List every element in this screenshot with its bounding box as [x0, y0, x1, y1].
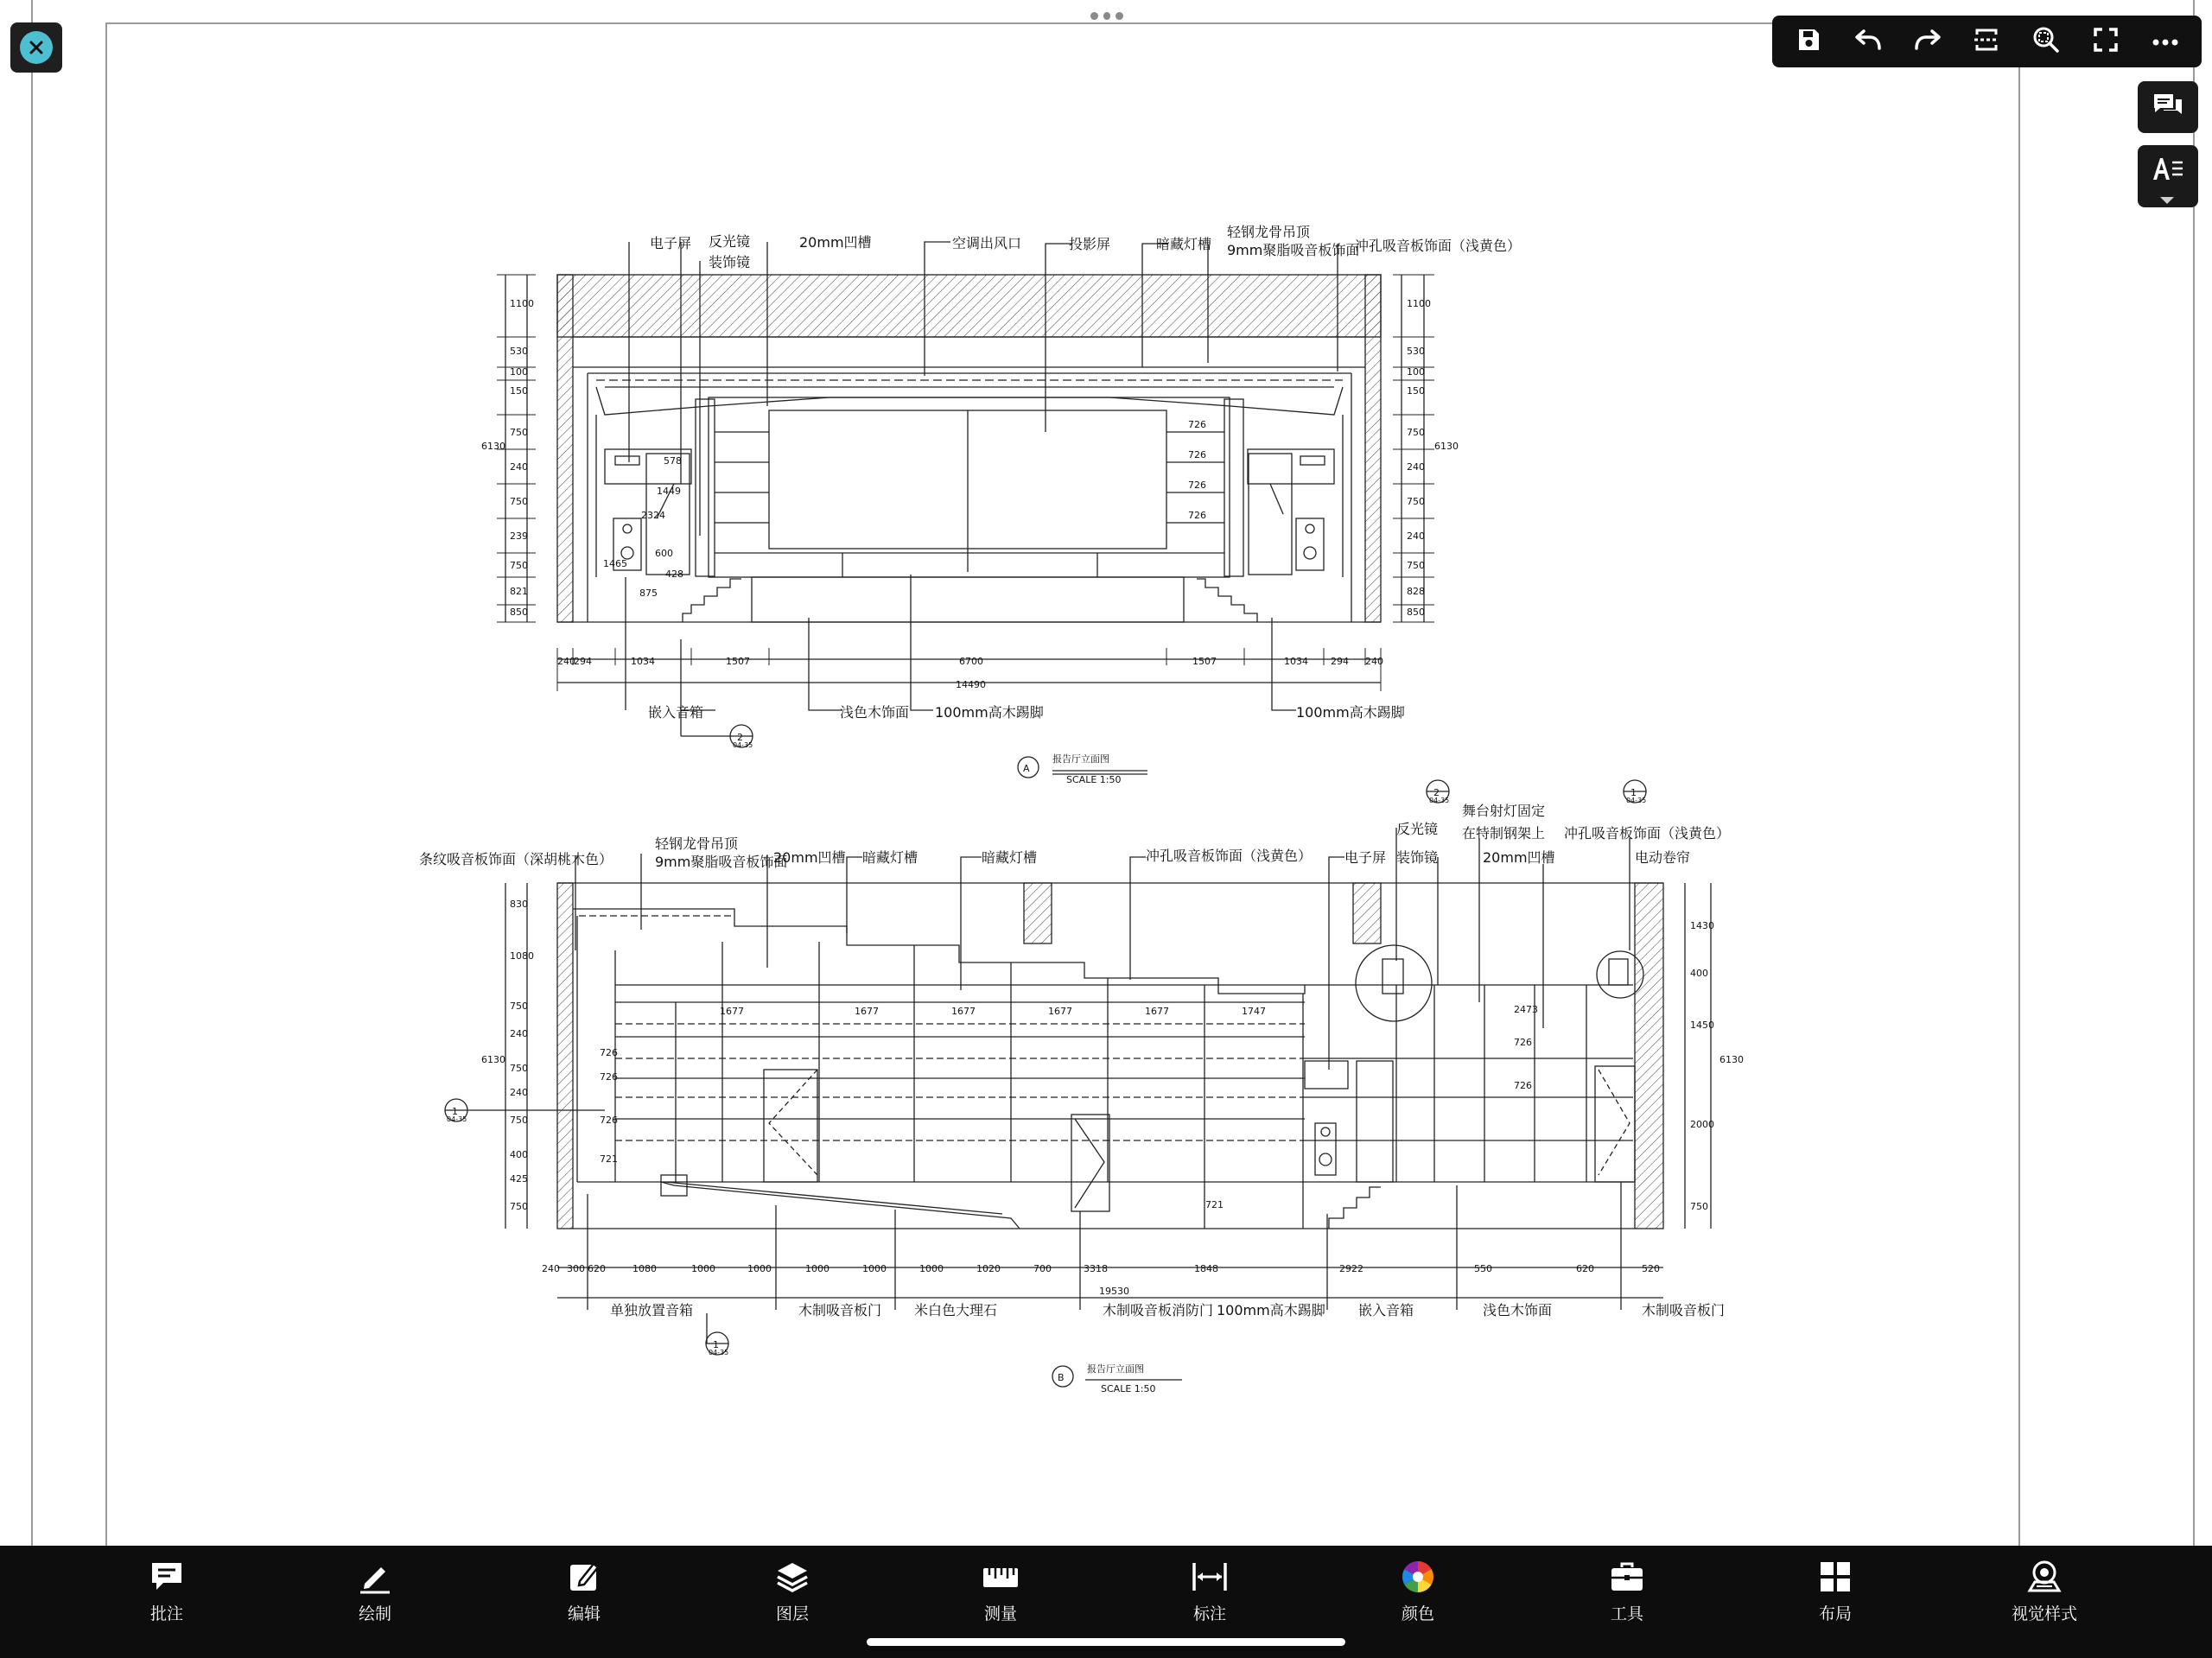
svg-text:240: 240 — [510, 1028, 528, 1039]
svg-text:620: 620 — [1576, 1263, 1594, 1274]
text-style-button[interactable] — [2138, 145, 2198, 207]
svg-text:3318: 3318 — [1084, 1263, 1108, 1274]
save-button[interactable] — [1788, 21, 1829, 62]
svg-text:04-35: 04-35 — [733, 741, 753, 749]
b-callout-12: 在特制钢架上 — [1462, 825, 1546, 842]
svg-text:1000: 1000 — [691, 1263, 715, 1274]
b-callout-11: 舞台射灯固定 — [1462, 803, 1546, 819]
svg-text:1465: 1465 — [603, 558, 627, 569]
a-callout-10: 冲孔吸音板饰面（浅黄色） — [1355, 238, 1522, 254]
svg-text:1507: 1507 — [726, 656, 750, 667]
svg-text:240: 240 — [1407, 461, 1425, 473]
svg-text:520: 520 — [1642, 1263, 1660, 1274]
compare-icon — [1972, 26, 2001, 57]
svg-text:150: 150 — [510, 385, 528, 397]
svg-text:750: 750 — [1690, 1201, 1708, 1212]
svg-text:400: 400 — [510, 1149, 528, 1160]
svg-text:530: 530 — [510, 346, 528, 357]
svg-text:6130: 6130 — [481, 441, 505, 452]
color-icon — [1399, 1558, 1437, 1596]
undo-button[interactable] — [1847, 21, 1889, 62]
b-callout-8: 电子屏 — [1344, 849, 1387, 866]
svg-text:400: 400 — [1690, 968, 1708, 979]
top-toolbar — [1772, 16, 2202, 67]
elevation-b-text — [419, 787, 1744, 1394]
svg-text:239: 239 — [510, 530, 528, 542]
visual-style-button[interactable] — [1993, 1558, 2096, 1624]
elevation-a-scale: SCALE 1:50 — [1066, 774, 1122, 785]
draw-button[interactable] — [323, 1558, 427, 1624]
svg-text:726: 726 — [600, 1071, 618, 1083]
annotate-icon — [148, 1558, 186, 1596]
svg-text:821: 821 — [510, 586, 528, 597]
svg-text:750: 750 — [510, 1201, 528, 1212]
zoom-button[interactable] — [2025, 21, 2067, 62]
svg-text:530: 530 — [1407, 346, 1425, 357]
b-callout-10: 装饰镜 — [1396, 849, 1439, 866]
layers-button[interactable] — [741, 1558, 844, 1624]
svg-text:240: 240 — [1365, 656, 1383, 667]
svg-text:700: 700 — [1033, 1263, 1052, 1274]
svg-text:1080: 1080 — [632, 1263, 657, 1274]
fullscreen-icon — [2092, 26, 2120, 57]
svg-text:2922: 2922 — [1339, 1263, 1363, 1274]
measure-button[interactable] — [949, 1558, 1052, 1624]
svg-text:2: 2 — [1433, 787, 1440, 798]
svg-text:04-35: 04-35 — [709, 1349, 729, 1356]
svg-text:B: B — [1058, 1372, 1065, 1383]
svg-text:2: 2 — [737, 732, 743, 743]
svg-text:721: 721 — [600, 1153, 618, 1165]
edit-icon — [565, 1558, 603, 1596]
svg-text:6130: 6130 — [481, 1054, 505, 1065]
svg-text:1000: 1000 — [919, 1263, 944, 1274]
compare-button[interactable] — [1966, 21, 2007, 62]
svg-text:1000: 1000 — [862, 1263, 887, 1274]
a-callout-8: 轻钢龙骨吊顶 — [1227, 224, 1311, 240]
svg-text:1100: 1100 — [510, 298, 534, 309]
svg-text:240: 240 — [510, 1087, 528, 1098]
b-callout-b7: 浅色木饰面 — [1483, 1302, 1553, 1318]
svg-text:620: 620 — [588, 1263, 606, 1274]
a-callout-b4: 100mm高木踢脚 — [1296, 704, 1405, 721]
more-button[interactable] — [2145, 21, 2186, 62]
edit-button[interactable] — [532, 1558, 636, 1624]
b-callout-b3: 米白色大理石 — [914, 1302, 998, 1318]
b-callout-b1: 单独放置音箱 — [610, 1302, 694, 1318]
svg-text:1430: 1430 — [1690, 920, 1714, 931]
svg-text:750: 750 — [510, 560, 528, 571]
svg-text:240: 240 — [557, 656, 575, 667]
tools-label: 工具 — [1610, 1604, 1643, 1623]
svg-text:240: 240 — [510, 461, 528, 473]
svg-text:19530: 19530 — [1099, 1286, 1129, 1297]
color-label: 颜色 — [1401, 1604, 1434, 1623]
svg-text:750: 750 — [1407, 496, 1425, 507]
a-callout-3: 装饰镜 — [709, 254, 751, 270]
svg-text:294: 294 — [1331, 656, 1349, 667]
svg-text:850: 850 — [1407, 607, 1425, 618]
svg-text:726: 726 — [1514, 1080, 1532, 1091]
svg-text:04-35: 04-35 — [1429, 797, 1450, 804]
svg-text:726: 726 — [600, 1047, 618, 1058]
svg-text:750: 750 — [510, 1001, 528, 1012]
svg-text:425: 425 — [510, 1173, 528, 1185]
svg-text:1020: 1020 — [976, 1263, 1001, 1274]
b-callout-b2: 木制吸音板门 — [798, 1302, 882, 1318]
zoom-icon — [2031, 25, 2061, 58]
close-button[interactable] — [10, 22, 62, 73]
b-callout-14: 冲孔吸音板饰面（浅黄色） — [1564, 825, 1731, 842]
svg-text:1080: 1080 — [510, 950, 534, 962]
a-callout-b3: 100mm高木踢脚 — [935, 704, 1044, 721]
svg-text:726: 726 — [1188, 419, 1206, 430]
svg-text:750: 750 — [1407, 427, 1425, 438]
svg-text:1677: 1677 — [855, 1006, 879, 1017]
elevation-a — [497, 242, 1434, 778]
a-callout-7: 暗藏灯槽 — [1156, 236, 1212, 252]
comments-button[interactable] — [2138, 81, 2198, 133]
b-callout-4: 20mm凹槽 — [773, 849, 846, 866]
svg-text:1449: 1449 — [657, 486, 681, 497]
svg-text:300: 300 — [567, 1263, 585, 1274]
a-callout-2: 反光镜 — [709, 233, 751, 250]
text-style-icon — [2152, 156, 2184, 185]
dimension-icon — [1191, 1558, 1229, 1596]
draw-label: 绘制 — [358, 1604, 391, 1623]
home-indicator[interactable] — [867, 1638, 1345, 1646]
redo-icon — [1913, 26, 1942, 57]
elevation-b-title: 报告厅立面图 — [1087, 1363, 1144, 1375]
chevron-down-icon — [2160, 197, 2174, 204]
save-icon — [1795, 26, 1822, 57]
svg-text:1: 1 — [713, 1339, 719, 1350]
svg-text:6130: 6130 — [1719, 1054, 1744, 1065]
elevation-b-scale: SCALE 1:50 — [1101, 1383, 1156, 1394]
svg-text:04-35: 04-35 — [447, 1115, 467, 1123]
a-callout-5: 空调出风口 — [952, 235, 1022, 251]
close-icon — [20, 31, 53, 64]
redo-button[interactable] — [1907, 21, 1948, 62]
tools-icon — [1608, 1558, 1646, 1596]
svg-text:294: 294 — [574, 656, 592, 667]
b-callout-3: 9mm聚脂吸音板饰面 — [655, 854, 788, 870]
svg-text:1677: 1677 — [951, 1006, 976, 1017]
svg-text:1677: 1677 — [720, 1006, 744, 1017]
svg-text:1848: 1848 — [1194, 1263, 1218, 1274]
svg-text:850: 850 — [510, 607, 528, 618]
a-callout-6: 投影屏 — [1069, 236, 1111, 252]
comments-icon — [2152, 91, 2184, 124]
svg-text:750: 750 — [510, 496, 528, 507]
measure-label: 测量 — [983, 1604, 1017, 1623]
a-callout-b2: 浅色木饰面 — [840, 704, 910, 721]
b-callout-5: 暗藏灯槽 — [862, 849, 918, 866]
svg-text:1677: 1677 — [1145, 1006, 1169, 1017]
layout-icon — [1816, 1558, 1854, 1596]
a-callout-9: 9mm聚脂吸音板饰面 — [1227, 242, 1360, 258]
layout-button[interactable] — [1783, 1558, 1887, 1624]
svg-text:1677: 1677 — [1048, 1006, 1072, 1017]
a-callout-1: 电子屏 — [650, 235, 692, 251]
svg-text:1034: 1034 — [1284, 656, 1308, 667]
svg-text:150: 150 — [1407, 385, 1425, 397]
edit-label: 编辑 — [567, 1604, 601, 1623]
svg-text:2324: 2324 — [641, 510, 665, 521]
svg-text:726: 726 — [600, 1115, 618, 1126]
b-callout-7: 冲孔吸音板饰面（浅黄色） — [1146, 848, 1313, 864]
svg-text:726: 726 — [1188, 449, 1206, 461]
color-button[interactable] — [1366, 1558, 1470, 1624]
b-callout-1: 条纹吸音板饰面（深胡桃木色） — [419, 851, 613, 867]
svg-text:2000: 2000 — [1690, 1119, 1714, 1130]
b-callout-9: 反光镜 — [1396, 821, 1439, 837]
svg-text:830: 830 — [510, 899, 528, 910]
dimension-label: 标注 — [1192, 1604, 1226, 1623]
svg-text:100: 100 — [510, 366, 528, 378]
svg-text:726: 726 — [1514, 1037, 1532, 1048]
svg-text:721: 721 — [1205, 1199, 1224, 1210]
svg-text:240: 240 — [1407, 530, 1425, 542]
a-callout-b1: 嵌入音箱 — [648, 704, 704, 721]
svg-text:1000: 1000 — [805, 1263, 830, 1274]
svg-text:578: 578 — [664, 455, 682, 467]
svg-text:A: A — [1023, 763, 1030, 774]
svg-text:240: 240 — [542, 1263, 560, 1274]
svg-text:428: 428 — [665, 569, 683, 580]
layers-icon — [773, 1558, 811, 1596]
b-callout-13: 20mm凹槽 — [1483, 849, 1555, 866]
svg-text:2473: 2473 — [1514, 1004, 1538, 1015]
dimension-button[interactable] — [1158, 1558, 1262, 1624]
elevation-a-title: 报告厅立面图 — [1052, 753, 1109, 765]
more-icon — [2152, 34, 2179, 50]
svg-text:1507: 1507 — [1192, 656, 1217, 667]
layout-label: 布局 — [1818, 1604, 1852, 1623]
svg-text:1: 1 — [1630, 787, 1637, 798]
svg-text:600: 600 — [655, 548, 673, 559]
undo-icon — [1853, 26, 1883, 57]
svg-text:750: 750 — [1407, 560, 1425, 571]
svg-text:750: 750 — [510, 427, 528, 438]
b-callout-b6: 嵌入音箱 — [1358, 1302, 1414, 1318]
svg-text:726: 726 — [1188, 480, 1206, 491]
svg-text:100: 100 — [1407, 366, 1425, 378]
svg-text:1100: 1100 — [1407, 298, 1431, 309]
tools-button[interactable] — [1575, 1558, 1679, 1624]
svg-text:828: 828 — [1407, 586, 1425, 597]
svg-text:1034: 1034 — [631, 656, 655, 667]
svg-text:1000: 1000 — [747, 1263, 772, 1274]
svg-text:726: 726 — [1188, 510, 1206, 521]
layers-label: 图层 — [775, 1604, 809, 1623]
svg-text:14490: 14490 — [956, 679, 986, 690]
svg-text:750: 750 — [510, 1115, 528, 1126]
svg-text:6130: 6130 — [1434, 441, 1459, 452]
svg-text:1: 1 — [452, 1106, 458, 1117]
visual-style-icon — [2025, 1558, 2063, 1596]
measure-icon — [982, 1558, 1020, 1596]
draw-icon — [356, 1558, 394, 1596]
visual-style-label: 视觉样式 — [2011, 1604, 2077, 1623]
fullscreen-button[interactable] — [2085, 21, 2126, 62]
svg-text:875: 875 — [639, 588, 658, 599]
svg-text:04-35: 04-35 — [1626, 797, 1647, 804]
annotate-label: 批注 — [149, 1604, 183, 1623]
svg-text:750: 750 — [510, 1063, 528, 1074]
svg-text:1747: 1747 — [1242, 1006, 1266, 1017]
svg-text:550: 550 — [1474, 1263, 1492, 1274]
a-callout-4: 20mm凹槽 — [799, 234, 872, 251]
svg-text:6700: 6700 — [959, 656, 983, 667]
b-callout-b8: 木制吸音板门 — [1642, 1302, 1726, 1318]
b-callout-6: 暗藏灯槽 — [982, 849, 1038, 866]
annotate-button[interactable] — [115, 1558, 219, 1624]
svg-text:1450: 1450 — [1690, 1020, 1714, 1031]
b-callout-15: 电动卷帘 — [1635, 849, 1691, 866]
b-callout-b5: 100mm高木踢脚 — [1217, 1302, 1325, 1318]
b-callout-2: 轻钢龙骨吊顶 — [655, 835, 739, 852]
b-callout-b4: 木制吸音板消防门 — [1103, 1302, 1214, 1318]
